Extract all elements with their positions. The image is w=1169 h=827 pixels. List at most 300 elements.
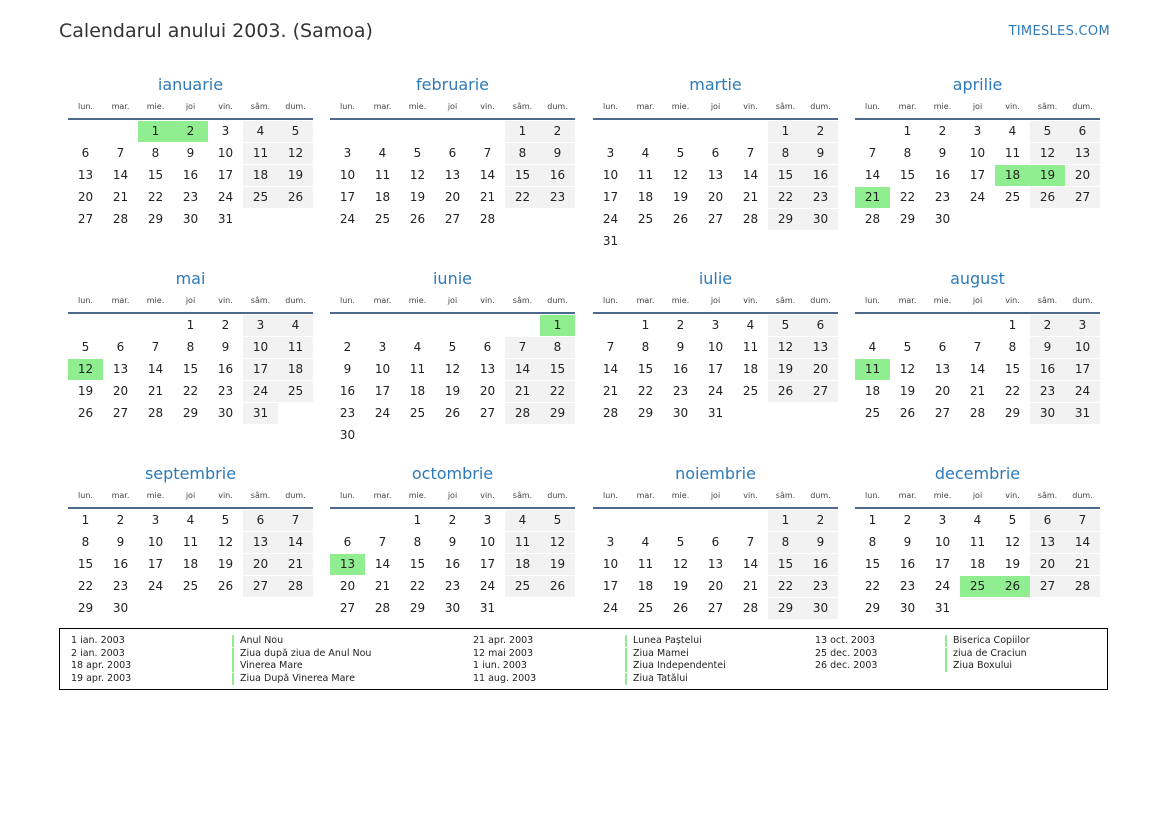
- day-cell: 3: [606, 146, 615, 160]
- empty-cell: [365, 510, 400, 531]
- day-cell: 17: [934, 557, 951, 571]
- day-cell: 2: [448, 513, 457, 527]
- day-cell: 31: [217, 212, 234, 226]
- week-row: [330, 576, 575, 598]
- empty-cell: [435, 121, 470, 142]
- day-cell: 3: [711, 318, 720, 332]
- week-row: [593, 381, 838, 403]
- day-cell: 30: [934, 212, 951, 226]
- day-cell: 29: [409, 601, 426, 615]
- day-cell: 23: [899, 579, 916, 593]
- day-cell: 18: [995, 165, 1030, 186]
- month-name: februarie: [415, 75, 490, 94]
- day-cell: 20: [707, 190, 724, 204]
- empty-cell: [593, 315, 628, 336]
- day-cell: 19: [1030, 165, 1065, 186]
- weekday-label: sâm.: [512, 296, 533, 305]
- day-cell: 31: [1065, 403, 1100, 424]
- week-row: [68, 510, 313, 532]
- day-cell: 17: [243, 359, 278, 380]
- day-cell: 13: [243, 532, 278, 553]
- week-row: [330, 143, 575, 165]
- day-cell: 29: [768, 598, 803, 619]
- weekday-label: mie.: [671, 296, 690, 305]
- month-name: ianuarie: [157, 75, 224, 94]
- day-cell: 20: [1065, 165, 1100, 186]
- day-cell: 25: [637, 601, 654, 615]
- day-cell: 23: [540, 187, 575, 208]
- day-cell: 28: [505, 403, 540, 424]
- weekday-label: joi: [185, 102, 196, 111]
- day-cell: 21: [602, 384, 619, 398]
- day-cell: 17: [969, 168, 986, 182]
- week-row: [68, 532, 313, 554]
- day-cell: 7: [606, 340, 615, 354]
- weekday-label: dum.: [1072, 491, 1093, 500]
- day-cell: 30: [803, 209, 838, 230]
- empty-cell: [698, 510, 733, 531]
- day-cell: 10: [243, 337, 278, 358]
- day-cell: 24: [602, 212, 619, 226]
- day-cell: 3: [151, 513, 160, 527]
- day-cell: 3: [243, 315, 278, 336]
- day-cell: 20: [444, 190, 461, 204]
- day-cell: 19: [278, 165, 313, 186]
- day-cell: 18: [864, 384, 881, 398]
- empty-cell: [855, 121, 890, 142]
- day-cell: 13: [330, 554, 365, 575]
- day-cell: 23: [217, 384, 234, 398]
- weekday-label: mie.: [933, 491, 952, 500]
- weekday-label: joi: [972, 102, 983, 111]
- day-cell: 2: [903, 513, 912, 527]
- day-cell: 11: [1004, 146, 1021, 160]
- weekday-label: sâm.: [512, 102, 533, 111]
- empty-cell: [1065, 209, 1100, 230]
- empty-cell: [1030, 209, 1065, 230]
- day-cell: 27: [112, 406, 129, 420]
- day-cell: 21: [374, 579, 391, 593]
- day-cell: 19: [768, 359, 803, 380]
- empty-cell: [733, 231, 768, 252]
- day-cell: 6: [448, 146, 457, 160]
- weekday-label: mie.: [671, 491, 690, 500]
- day-cell: 8: [540, 337, 575, 358]
- weekday-label: vin.: [743, 491, 758, 500]
- day-cell: 15: [505, 165, 540, 186]
- day-cell: 8: [151, 146, 160, 160]
- day-cell: 7: [483, 146, 492, 160]
- day-cell: 4: [1008, 124, 1017, 138]
- empty-cell: [435, 315, 470, 336]
- weekday-label: vin.: [480, 491, 495, 500]
- week-row: [330, 532, 575, 554]
- empty-cell: [960, 209, 995, 230]
- day-cell: 29: [864, 601, 881, 615]
- month-name: iulie: [698, 269, 733, 288]
- day-cell: 3: [1065, 315, 1100, 336]
- day-cell: 22: [637, 384, 654, 398]
- day-cell: 15: [637, 362, 654, 376]
- day-cell: 11: [855, 359, 890, 380]
- weekday-label: vin.: [1005, 296, 1020, 305]
- day-cell: 22: [147, 190, 164, 204]
- empty-cell: [365, 121, 400, 142]
- month-decembrie: [855, 463, 1100, 620]
- day-cell: 13: [1065, 143, 1100, 164]
- day-cell: 13: [707, 557, 724, 571]
- week-row: [330, 209, 575, 231]
- week-row: [855, 143, 1100, 165]
- weekday-label: joi: [710, 491, 721, 500]
- day-cell: 27: [707, 601, 724, 615]
- empty-cell: [103, 121, 138, 142]
- day-cell: 4: [746, 318, 755, 332]
- brand-link[interactable]: TIMESLES.COM: [1008, 24, 1110, 39]
- day-cell: 16: [803, 165, 838, 186]
- day-cell: 18: [374, 190, 391, 204]
- week-row: [330, 165, 575, 187]
- month-name: octombrie: [411, 464, 494, 483]
- day-cell: 19: [409, 190, 426, 204]
- day-cell: 15: [182, 362, 199, 376]
- day-cell: 23: [803, 187, 838, 208]
- weekday-label: mar.: [636, 296, 655, 305]
- day-cell: 2: [1030, 315, 1065, 336]
- weekday-label: mie.: [146, 491, 165, 500]
- week-row: [68, 576, 313, 598]
- day-cell: 3: [606, 535, 615, 549]
- empty-cell: [663, 231, 698, 252]
- day-cell: 5: [676, 535, 685, 549]
- day-cell: 7: [378, 535, 387, 549]
- weekday-header: [330, 489, 575, 509]
- day-cell: 29: [1004, 406, 1021, 420]
- day-cell: 27: [339, 601, 356, 615]
- weekday-label: joi: [447, 491, 458, 500]
- day-cell: 11: [637, 557, 654, 571]
- weekday-label: lun.: [603, 491, 618, 500]
- day-cell: 10: [707, 340, 724, 354]
- day-cell: 10: [479, 535, 496, 549]
- day-cell: 22: [768, 187, 803, 208]
- day-cell: 23: [803, 576, 838, 597]
- day-cell: 15: [409, 557, 426, 571]
- legend-holiday-name: Ziua Independentei: [625, 660, 726, 672]
- day-cell: 5: [540, 510, 575, 531]
- day-cell: 31: [479, 601, 496, 615]
- empty-cell: [663, 121, 698, 142]
- day-cell: 25: [960, 576, 995, 597]
- day-cell: 24: [1065, 381, 1100, 402]
- weekday-label: dum.: [547, 296, 568, 305]
- day-cell: 8: [868, 535, 877, 549]
- day-cell: 6: [483, 340, 492, 354]
- weekday-label: mar.: [111, 296, 130, 305]
- day-cell: 3: [938, 513, 947, 527]
- day-cell: 2: [803, 121, 838, 142]
- day-cell: 27: [77, 212, 94, 226]
- empty-cell: [540, 209, 575, 230]
- day-cell: 13: [479, 362, 496, 376]
- weekday-header: [593, 294, 838, 314]
- week-row: [68, 403, 313, 425]
- day-cell: 13: [803, 337, 838, 358]
- day-cell: 19: [444, 384, 461, 398]
- legend-holiday-name: Biserica Copiilor: [945, 635, 1030, 647]
- week-row: [855, 359, 1100, 381]
- day-cell: 10: [602, 557, 619, 571]
- weekday-label: mar.: [373, 102, 392, 111]
- legend-holiday-name: Ziua după ziua de Anul Nou: [232, 648, 371, 660]
- day-cell: 26: [540, 576, 575, 597]
- day-cell: 5: [676, 146, 685, 160]
- day-cell: 23: [112, 579, 129, 593]
- weekday-label: sâm.: [1037, 296, 1058, 305]
- legend-date: 1 ian. 2003: [71, 635, 125, 646]
- empty-cell: [470, 121, 505, 142]
- week-row: [68, 121, 313, 143]
- legend-date: 1 iun. 2003: [473, 660, 527, 671]
- legend-holiday-name: ziua de Craciun: [945, 648, 1027, 660]
- month-ianuarie: [68, 74, 313, 231]
- day-cell: 9: [803, 143, 838, 164]
- day-cell: 12: [1030, 143, 1065, 164]
- day-cell: 23: [444, 579, 461, 593]
- legend-date: 18 apr. 2003: [71, 660, 132, 671]
- day-cell: 7: [746, 535, 755, 549]
- empty-cell: [628, 231, 663, 252]
- month-name: septembrie: [144, 464, 237, 483]
- empty-cell: [733, 510, 768, 531]
- day-cell: 31: [934, 601, 951, 615]
- day-cell: 14: [374, 557, 391, 571]
- empty-cell: [400, 315, 435, 336]
- day-cell: 8: [768, 532, 803, 553]
- weekday-label: mar.: [111, 102, 130, 111]
- day-cell: 24: [934, 579, 951, 593]
- weekday-label: vin.: [480, 296, 495, 305]
- weekday-label: joi: [710, 296, 721, 305]
- month-februarie: [330, 74, 575, 231]
- empty-cell: [803, 231, 838, 252]
- day-cell: 29: [768, 209, 803, 230]
- week-row: [855, 187, 1100, 209]
- empty-cell: [925, 315, 960, 336]
- day-cell: 19: [77, 384, 94, 398]
- empty-cell: [435, 425, 470, 446]
- day-cell: 15: [77, 557, 94, 571]
- day-cell: 31: [707, 406, 724, 420]
- day-cell: 30: [803, 598, 838, 619]
- week-row: [68, 337, 313, 359]
- day-cell: 26: [1030, 187, 1065, 208]
- day-cell: 12: [409, 168, 426, 182]
- day-cell: 18: [742, 362, 759, 376]
- day-cell: 10: [217, 146, 234, 160]
- empty-cell: [138, 598, 173, 619]
- week-row: [593, 554, 838, 576]
- day-cell: 22: [182, 384, 199, 398]
- day-cell: 12: [540, 532, 575, 553]
- week-row: [68, 187, 313, 209]
- day-cell: 11: [742, 340, 759, 354]
- day-cell: 20: [479, 384, 496, 398]
- week-row: [330, 554, 575, 576]
- weekday-header: [68, 100, 313, 120]
- day-cell: 25: [182, 579, 199, 593]
- empty-cell: [365, 315, 400, 336]
- day-cell: 24: [339, 212, 356, 226]
- day-cell: 21: [147, 384, 164, 398]
- day-cell: 1: [505, 121, 540, 142]
- weekday-header: [330, 294, 575, 314]
- month-name: noiembrie: [675, 464, 756, 483]
- day-cell: 13: [444, 168, 461, 182]
- empty-cell: [540, 598, 575, 619]
- day-cell: 24: [969, 190, 986, 204]
- day-cell: 9: [1030, 337, 1065, 358]
- week-row: [593, 532, 838, 554]
- day-cell: 23: [339, 406, 356, 420]
- weekday-label: mar.: [898, 296, 917, 305]
- day-cell: 10: [602, 168, 619, 182]
- day-cell: 14: [278, 532, 313, 553]
- weekday-label: mie.: [933, 102, 952, 111]
- weekday-label: mar.: [636, 102, 655, 111]
- day-cell: 26: [768, 381, 803, 402]
- day-cell: 1: [138, 121, 173, 142]
- empty-cell: [138, 315, 173, 336]
- day-cell: 7: [746, 146, 755, 160]
- empty-cell: [628, 121, 663, 142]
- day-cell: 10: [934, 535, 951, 549]
- day-cell: 27: [444, 212, 461, 226]
- week-row: [330, 315, 575, 337]
- day-cell: 4: [505, 510, 540, 531]
- empty-cell: [890, 315, 925, 336]
- weekday-label: dum.: [1072, 102, 1093, 111]
- month-aprilie: [855, 74, 1100, 231]
- day-cell: 9: [803, 532, 838, 553]
- empty-cell: [855, 315, 890, 336]
- weekday-label: lun.: [865, 102, 880, 111]
- week-row: [855, 403, 1100, 425]
- day-cell: 28: [742, 601, 759, 615]
- day-cell: 9: [676, 340, 685, 354]
- legend-holiday-name: Ziua După Vinerea Mare: [232, 673, 355, 685]
- month-octombrie: [330, 463, 575, 620]
- day-cell: 30: [444, 601, 461, 615]
- week-row: [68, 315, 313, 337]
- day-cell: 3: [343, 146, 352, 160]
- day-cell: 15: [1004, 362, 1021, 376]
- day-cell: 22: [77, 579, 94, 593]
- day-cell: 4: [278, 315, 313, 336]
- empty-cell: [540, 425, 575, 446]
- day-cell: 27: [243, 576, 278, 597]
- weekday-label: lun.: [78, 102, 93, 111]
- day-cell: 2: [221, 318, 230, 332]
- weekday-label: joi: [447, 102, 458, 111]
- week-row: [593, 121, 838, 143]
- day-cell: 25: [505, 576, 540, 597]
- day-cell: 15: [899, 168, 916, 182]
- day-cell: 16: [1030, 359, 1065, 380]
- day-cell: 9: [186, 146, 195, 160]
- day-cell: 14: [969, 362, 986, 376]
- week-row: [855, 315, 1100, 337]
- weekday-label: sâm.: [512, 491, 533, 500]
- empty-cell: [400, 425, 435, 446]
- weekday-label: vin.: [743, 102, 758, 111]
- week-row: [68, 359, 313, 381]
- weekday-label: vin.: [1005, 102, 1020, 111]
- weekday-label: dum.: [285, 491, 306, 500]
- day-cell: 28: [479, 212, 496, 226]
- month-name: aprilie: [952, 75, 1003, 94]
- day-cell: 13: [1030, 532, 1065, 553]
- day-cell: 11: [182, 535, 199, 549]
- day-cell: 28: [278, 576, 313, 597]
- holiday-legend: [59, 628, 1108, 690]
- day-cell: 5: [413, 146, 422, 160]
- legend-date: 12 mai 2003: [473, 647, 534, 659]
- day-cell: 6: [243, 510, 278, 531]
- legend-date: 13 oct. 2003: [815, 635, 876, 646]
- legend-holiday-name: Vinerea Mare: [232, 660, 303, 672]
- weekday-label: dum.: [810, 102, 831, 111]
- empty-cell: [400, 121, 435, 142]
- day-cell: 14: [1065, 532, 1100, 553]
- day-cell: 20: [803, 359, 838, 380]
- week-row: [593, 187, 838, 209]
- day-cell: 28: [147, 406, 164, 420]
- day-cell: 20: [339, 579, 356, 593]
- day-cell: 11: [505, 532, 540, 553]
- day-cell: 26: [77, 406, 94, 420]
- day-cell: 17: [339, 190, 356, 204]
- week-row: [593, 598, 838, 620]
- empty-cell: [733, 403, 768, 424]
- day-cell: 21: [742, 190, 759, 204]
- day-cell: 17: [707, 362, 724, 376]
- day-cell: 20: [112, 384, 129, 398]
- empty-cell: [330, 121, 365, 142]
- weekday-label: vin.: [1005, 491, 1020, 500]
- week-row: [593, 315, 838, 337]
- weekday-label: vin.: [218, 491, 233, 500]
- day-cell: 27: [1030, 576, 1065, 597]
- week-row: [855, 598, 1100, 620]
- day-cell: 1: [641, 318, 650, 332]
- day-cell: 2: [540, 121, 575, 142]
- day-cell: 4: [243, 121, 278, 142]
- weekday-label: sâm.: [1037, 102, 1058, 111]
- weekday-label: sâm.: [775, 491, 796, 500]
- day-cell: 12: [1004, 535, 1021, 549]
- day-cell: 27: [479, 406, 496, 420]
- day-cell: 28: [969, 406, 986, 420]
- day-cell: 8: [413, 535, 422, 549]
- day-cell: 5: [768, 315, 803, 336]
- day-cell: 18: [637, 190, 654, 204]
- day-cell: 23: [934, 190, 951, 204]
- day-cell: 25: [374, 212, 391, 226]
- empty-cell: [208, 598, 243, 619]
- legend-holiday-name: Anul Nou: [232, 635, 283, 647]
- weekday-label: joi: [185, 296, 196, 305]
